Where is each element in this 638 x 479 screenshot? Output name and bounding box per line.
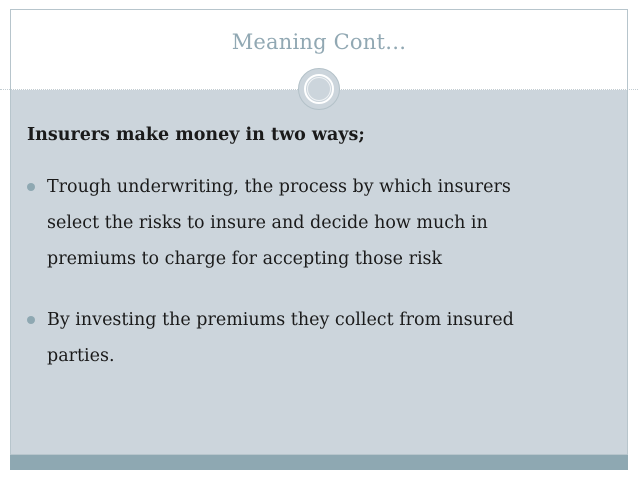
footer-band <box>10 455 628 470</box>
bullet-dot-icon <box>27 183 35 191</box>
lead-text: Insurers make money in two ways; <box>27 125 365 145</box>
bullet-item-investing <box>27 302 617 374</box>
circle-ornament-icon <box>298 68 340 110</box>
bullet-dot-icon <box>27 316 35 324</box>
ornament-inner-ring <box>307 77 331 101</box>
bullet-text: Trough underwriting, the process by which insurers select the risks to insure and decide how much in premiums to charge for accepting those risk <box>47 177 511 269</box>
slide-title: Meaning Cont… <box>231 30 407 54</box>
bullet-text: By investing the premiums they collect from insured parties. <box>47 310 514 366</box>
bullet-item-underwriting <box>27 169 617 277</box>
